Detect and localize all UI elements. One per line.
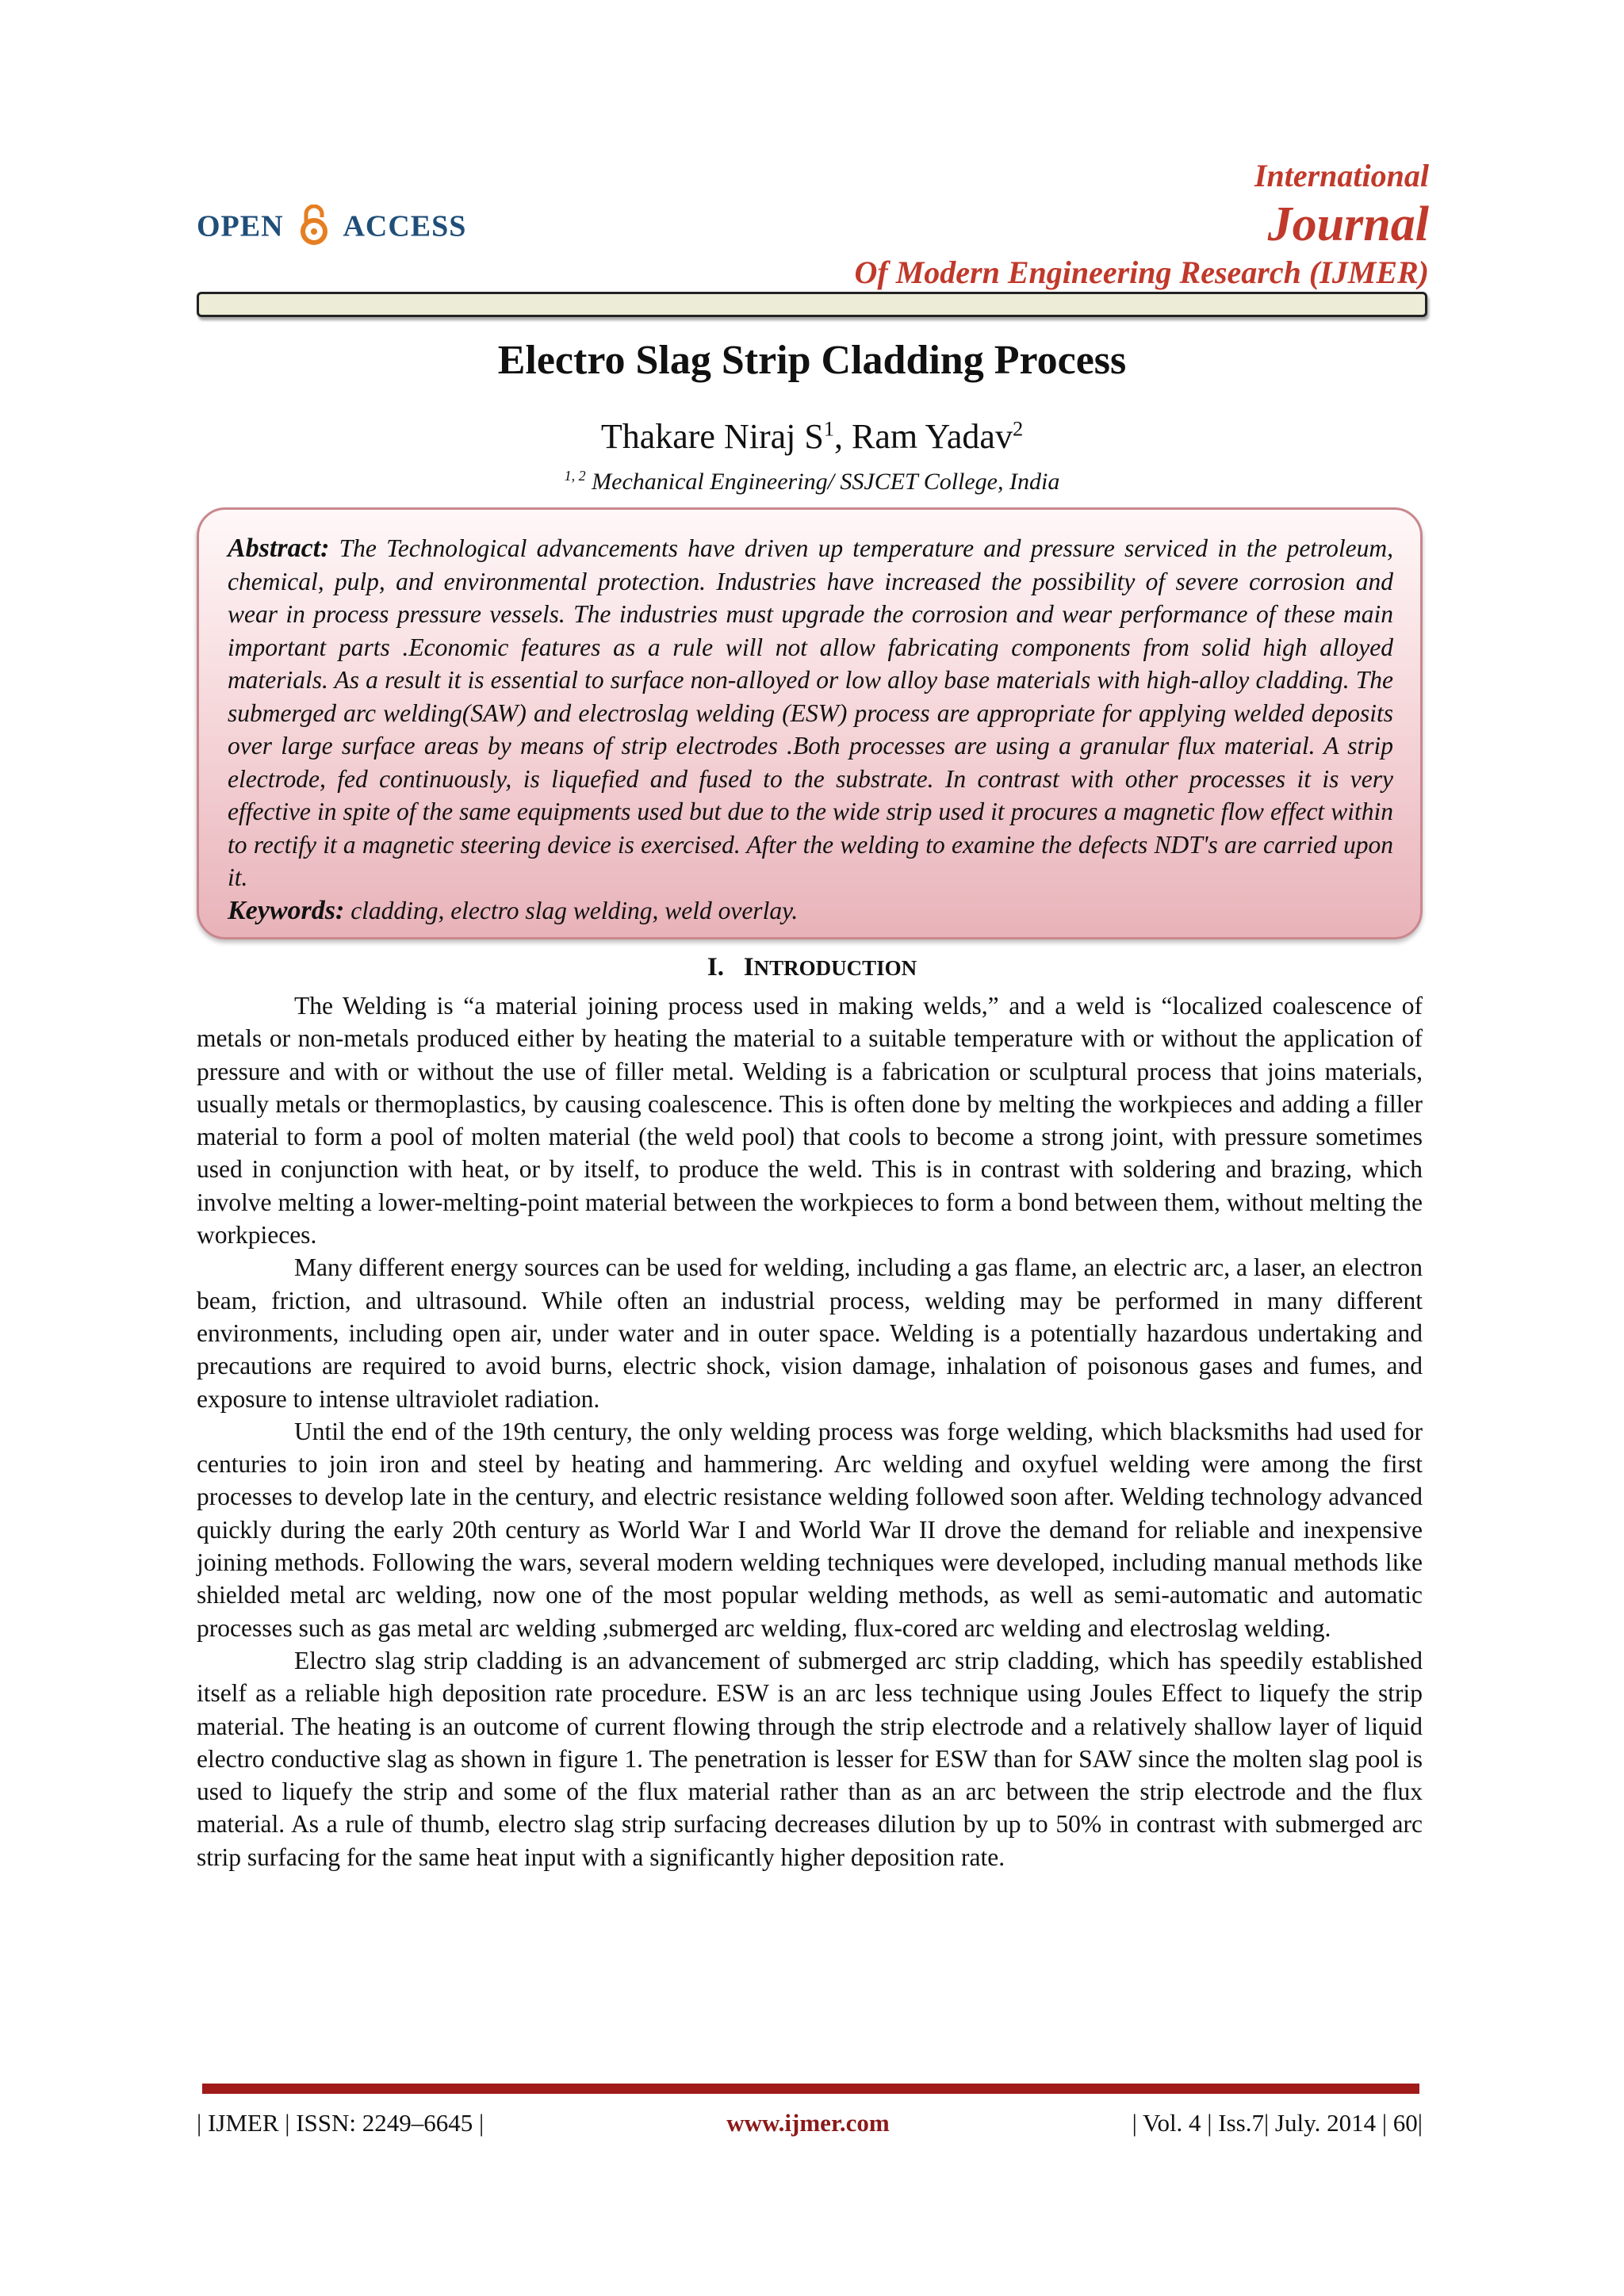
open-access-logo — [197, 205, 466, 254]
open-access-right: ACCESS — [343, 209, 467, 243]
page-footer — [197, 2109, 1423, 2137]
abstract-box — [197, 507, 1423, 939]
header-rule — [197, 292, 1427, 317]
abstract-label: Abstract: — [228, 534, 330, 563]
affiliation-sup: 1, 2 — [564, 468, 586, 484]
journal-line-international: International — [1254, 158, 1429, 193]
paper-title: Electro Slag Strip Cladding Process — [497, 338, 1127, 383]
affiliation-text: Mechanical Engineering/ SSJCET College, India — [585, 469, 1060, 495]
paper-affiliation — [0, 468, 1624, 496]
section-title-rest: NTRODUCTION — [753, 956, 917, 980]
body-paragraph-1: The Welding is “a material joining process used in making welds,” and a weld is “localized coalescence of metals or non-metals produced either by heating the material to a suitable temperature with or without the application of pressure and with or without the use of filler metal. Welding is a fabrication or sculptural process that joins materials, usually metals or thermoplastics, by causing coalescence. This is often done by melting the workpieces and adding a filler material to form a pool of molten material (the weld pool) that cools to become a strong joint, with pressure sometimes used in conjunction with heat, or by itself, to produce the weld. This is in contrast with soldering and brazing, which involve melting a lower-melting-point material between the workpieces to form a bond between them, without melting the workpieces. — [197, 992, 1423, 1249]
paper-authors — [0, 416, 1624, 457]
body-text — [197, 989, 1423, 1873]
open-access-left: OPEN — [197, 209, 284, 243]
section-title-initial: I — [743, 953, 754, 982]
abstract-text: The Technological advancements have driven up temperature and pressure serviced in the petroleum, chemical, pulp, and environmental protection. Industries have increased the possibility of severe corrosion and wear in process pressure vessels. The industries must upgrade the corrosion and wear performance of these main important parts .Economic features as a rule will not allow fabricating components from solid high alloyed materials. As a result it is essential to surface non-alloyed or low alloy base materials with high-alloy cladding. The submerged arc welding(SAW) and electroslag welding (ESW) process are appropriate for applying welded deposits over large surface areas by means of strip electrodes .Both processes are using a granular flux material. A strip electrode, fed continuously, is liquefied and fused to the substrate. In contrast with other processes it is very effective in spite of the same equipments used but due to the wide strip used it procures a magnetic flow effect within to rectify it a magnetic steering device is exercised. After the welding to examine the defects NDT's are carried upon it. — [228, 534, 1393, 891]
open-access-lock-icon — [300, 205, 328, 254]
keywords-label: Keywords: — [228, 895, 345, 925]
section-heading — [0, 953, 1624, 982]
footer-website-link[interactable]: www.ijmer.com — [726, 2109, 890, 2137]
journal-line-name: Of Modern Engineering Research (IJMER) — [854, 254, 1429, 290]
keywords-line — [228, 894, 1393, 928]
body-paragraph-4: Electro slag strip cladding is an advancement of submerged arc strip cladding, which has speedily established itself as a reliable high deposition rate procedure. ESW is an arc less technique using Joules Effect to liquefy the strip material. The heating is an outcome of current flowing through the strip electrode and a relatively shallow layer of liquid electro conductive slag as shown in figure 1. The penetration is lesser for ESW than for SAW since the molten slag pool is used to liquefy the strip and some of the flux material rather than as an arc between the strip electrode and the flux material. As a rule of thumb, electro slag strip surfacing decreases dilution by up to 50% in contrast with submerged arc strip surfacing for the same heat input with a significantly higher deposition rate. — [197, 1646, 1423, 1871]
abstract-paragraph — [228, 532, 1393, 894]
footer-volume: | Vol. 4 | Iss.7| July. 2014 | 60| — [1132, 2109, 1423, 2137]
author-1: Thakare Niraj S — [600, 417, 824, 456]
author-2: Ram Yadav — [852, 417, 1013, 456]
author-1-sup: 1 — [823, 416, 835, 441]
author-separator: , — [834, 417, 852, 456]
journal-line-journal: Journal — [1267, 197, 1429, 251]
footer-rule — [202, 2084, 1419, 2094]
section-number: I. — [707, 953, 724, 982]
keywords-text: cladding, electro slag welding, weld overlay. — [350, 896, 799, 924]
body-paragraph-3: Until the end of the 19th century, the only welding process was forge welding, which blacksmiths had used for centuries to join iron and steel by heating and hammering. Arc welding and oxyfuel welding were among the first processes to develop late in the century, and electric resistance welding followed soon after. Welding technology advanced quickly during the early 20th century as World War I and World War II drove the demand for reliable and inexpensive joining methods. Following the wars, several modern welding techniques were developed, including manual methods like shielded metal arc welding, now one of the most popular welding methods, as well as semi-automatic and automatic processes such as gas metal arc welding ,submerged arc welding, flux-cored arc welding and electroslag welding. — [197, 1417, 1423, 1642]
author-2-sup: 2 — [1012, 416, 1024, 441]
footer-issn: | IJMER | ISSN: 2249–6645 | — [197, 2109, 485, 2137]
body-paragraph-2: Many different energy sources can be used for welding, including a gas flame, an electric arc, a laser, an electron beam, friction, and ultrasound. While often an industrial process, welding may be performed in many different environments, including open air, under water and in outer space. Welding is a potentially hazardous undertaking and precautions are required to avoid burns, electric shock, vision damage, inhalation of poisonous gases and fumes, and exposure to intense ultraviolet radiation. — [197, 1253, 1423, 1413]
